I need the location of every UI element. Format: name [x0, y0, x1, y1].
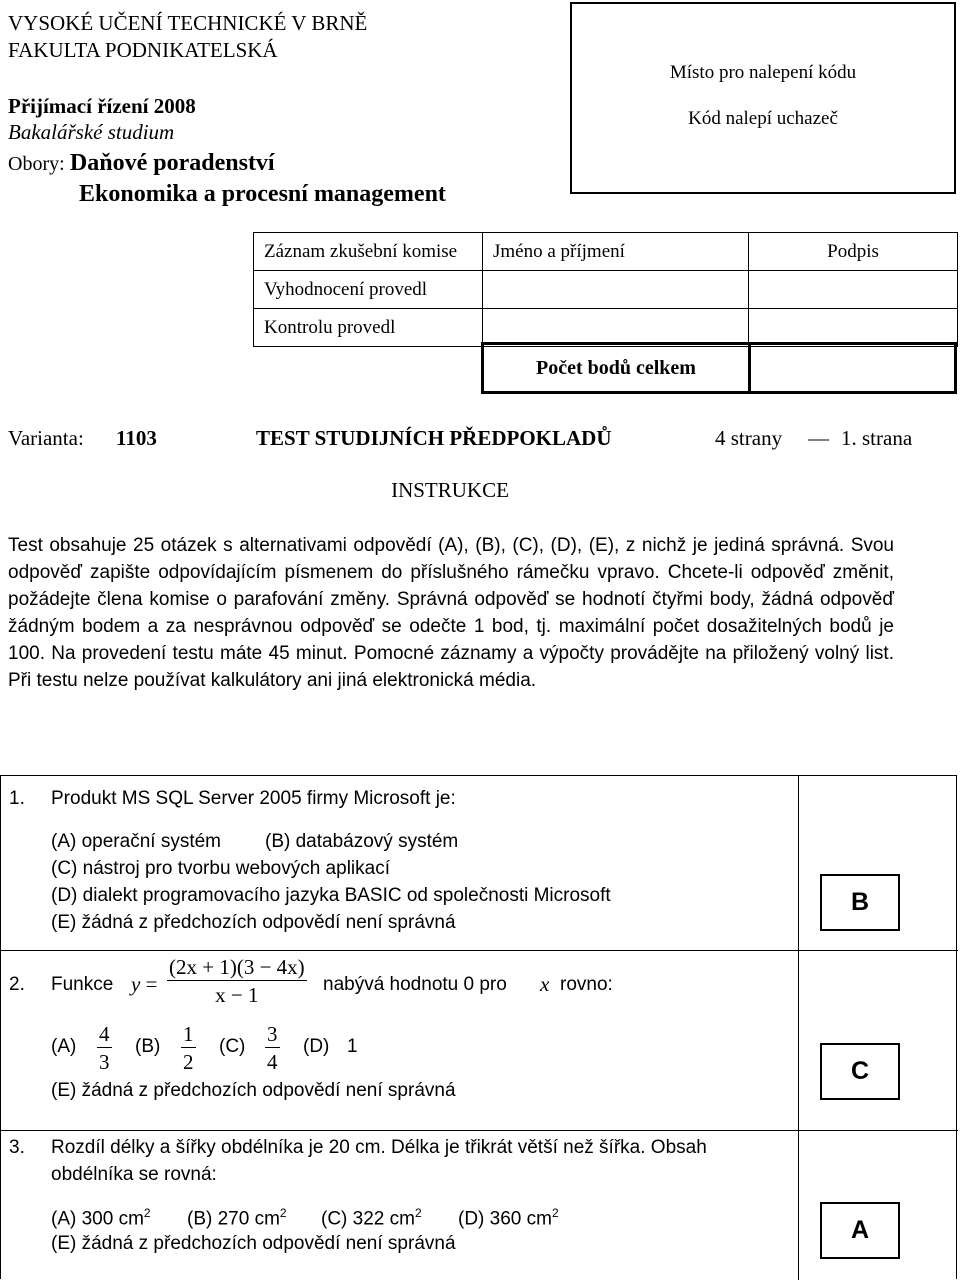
- variant-label: Varianta:: [8, 426, 84, 450]
- q2-y: y: [131, 972, 141, 996]
- q2-b-num: 1: [183, 1022, 194, 1046]
- q2-option-d-value: 1: [347, 1036, 358, 1057]
- q1-number: 1.: [9, 788, 25, 809]
- total-score-box: [481, 342, 957, 394]
- q2-c-num: 3: [267, 1022, 278, 1046]
- q3-option-a: [51, 1206, 151, 1230]
- commission-header-name: Jméno a příjmení: [483, 233, 749, 271]
- q3-d-text: (D) 360 cm: [458, 1208, 552, 1230]
- q2-b-den: 2: [183, 1050, 194, 1074]
- q3-text-line-1: Rozdíl délky a šířky obdélníka je 20 cm. Délka je třikrát větší než šířka. Obsah: [51, 1137, 707, 1158]
- variant-number: 1103: [116, 426, 157, 450]
- commission-header-signature: Podpis: [749, 233, 958, 271]
- q1-text: Produkt MS SQL Server 2005 firmy Microsoft je:: [51, 788, 456, 809]
- q2-a-num: 4: [99, 1022, 110, 1046]
- q3-option-d: [458, 1206, 559, 1230]
- commission-row-control: [254, 309, 958, 347]
- q2-numerator: (2x + 1)(3 − 4x): [169, 955, 305, 979]
- q1-option-e: (E) žádná z předchozích odpovědí není správná: [51, 912, 456, 933]
- q3-a-text: (A) 300 cm: [51, 1208, 144, 1230]
- q3-text-line-2: obdélníka se rovná:: [51, 1164, 217, 1185]
- q2-option-b-label: (B): [135, 1036, 161, 1057]
- q3-c-sup: 2: [414, 1206, 422, 1220]
- questions-box: [0, 775, 957, 1279]
- instructions-title: INSTRUKCE: [391, 478, 509, 502]
- q3-b-sup: 2: [279, 1206, 287, 1220]
- q2-prefix: Funkce: [51, 974, 114, 995]
- q2-option-a-label: (A): [51, 1036, 77, 1057]
- q2-option-b-fraction: [181, 1021, 196, 1076]
- q2-a-den: 3: [99, 1050, 110, 1074]
- q2-number: 2.: [9, 974, 25, 995]
- commission-row-label: Vyhodnocení provedl: [254, 271, 483, 309]
- faculty-name: FAKULTA PODNIKATELSKÁ: [8, 38, 278, 62]
- study-type: Bakalářské studium: [8, 120, 175, 144]
- q3-d-sup: 2: [551, 1206, 559, 1220]
- answer-column-divider: [798, 776, 799, 1280]
- fields-label: Obory:: [8, 153, 65, 175]
- q1-option-c: (C) nástroj pro tvorbu webových aplikací: [51, 858, 390, 879]
- q2-answer-box[interactable]: C: [820, 1043, 900, 1100]
- q3-b-text: (B) 270 cm: [187, 1208, 280, 1230]
- q2-option-c-fraction: [265, 1021, 280, 1076]
- commission-header-record: Záznam zkušební komise: [254, 233, 483, 271]
- university-name: VYSOKÉ UČENÍ TECHNICKÉ V BRNĚ: [8, 11, 368, 35]
- test-title: TEST STUDIJNÍCH PŘEDPOKLADŮ: [256, 426, 612, 450]
- q2-eq: =: [145, 972, 158, 996]
- commission-table: [253, 232, 958, 347]
- q1-option-d: (D) dialekt programovacího jazyka BASIC od společnosti Microsoft: [51, 885, 611, 906]
- question-separator: [1, 950, 958, 951]
- q2-option-c-label: (C): [219, 1036, 246, 1057]
- commission-header-row: [254, 233, 958, 271]
- q2-option-d-label: (D): [303, 1036, 330, 1057]
- q2-c-den: 4: [267, 1050, 278, 1074]
- fields-of-study: [8, 148, 446, 209]
- field-1: Daňové poradenství: [69, 150, 275, 176]
- q2-function-fraction: [167, 954, 307, 1009]
- q1-answer-box[interactable]: B: [820, 874, 900, 931]
- q2-suffix: rovno:: [560, 974, 613, 995]
- q3-option-b: [187, 1206, 287, 1230]
- instructions-text: Test obsahuje 25 otázek s alternativami odpovědí (A), (B), (C), (D), (E), z nichž je jediná správná. Svou odpověď zapište odpovídajícím písmenem do příslušného rámečku vpravo. Chcete-li odpověď změnit, požádejte člena komise o parafování změny. Správná odpověď se hodnotí čtyřmi body, žádná odpověď žádným bodem a za nesprávnou odpověď se odečte 1 bod, tj. maximální počet dosažitelných bodů je 100. Na provedení testu máte 45 minut. Pomocné záznamy a výpočty provádějte na přiložený volný list. Při testu nelze používat kalkulátory ani jiná elektronická média.: [8, 535, 894, 691]
- q1-option-a: (A) operační systém: [51, 831, 221, 852]
- commission-row-evaluation: [254, 271, 958, 309]
- q2-denominator: x − 1: [215, 983, 259, 1007]
- field-2: Ekonomika a procesní management: [79, 181, 446, 207]
- name-cell[interactable]: [483, 309, 749, 347]
- name-cell[interactable]: [483, 271, 749, 309]
- commission-row-label: Kontrolu provedl: [254, 309, 483, 347]
- dash: —: [808, 426, 829, 450]
- q2-option-a-fraction: [97, 1021, 112, 1076]
- q3-a-sup: 2: [143, 1206, 151, 1220]
- q2-x: x: [540, 972, 550, 996]
- q3-option-c: [321, 1206, 422, 1230]
- code-box-line-1: Místo pro nalepení kódu: [669, 62, 857, 83]
- page-number: 1. strana: [841, 426, 913, 450]
- q3-c-text: (C) 322 cm: [321, 1208, 415, 1230]
- question-separator: [1, 1130, 958, 1131]
- signature-cell[interactable]: [749, 309, 958, 347]
- admission-info: [8, 93, 196, 145]
- code-box-line-2: Kód nalepí uchazeč: [688, 108, 838, 129]
- total-score-label: Počet bodů celkem: [484, 345, 751, 391]
- code-sticker-box: [570, 2, 956, 194]
- q2-option-e: (E) žádná z předchozích odpovědí není správná: [51, 1080, 456, 1101]
- q3-number: 3.: [9, 1137, 25, 1158]
- page-count: 4 strany: [715, 426, 783, 450]
- university-header: [8, 10, 367, 64]
- q2-mid: nabývá hodnotu 0 pro: [323, 974, 507, 995]
- q3-option-e: (E) žádná z předchozích odpovědí není správná: [51, 1233, 456, 1254]
- q1-option-b: (B) databázový systém: [265, 831, 459, 852]
- signature-cell[interactable]: [749, 271, 958, 309]
- q3-answer-box[interactable]: A: [820, 1202, 900, 1259]
- admission-title: Přijímací řízení 2008: [8, 94, 196, 118]
